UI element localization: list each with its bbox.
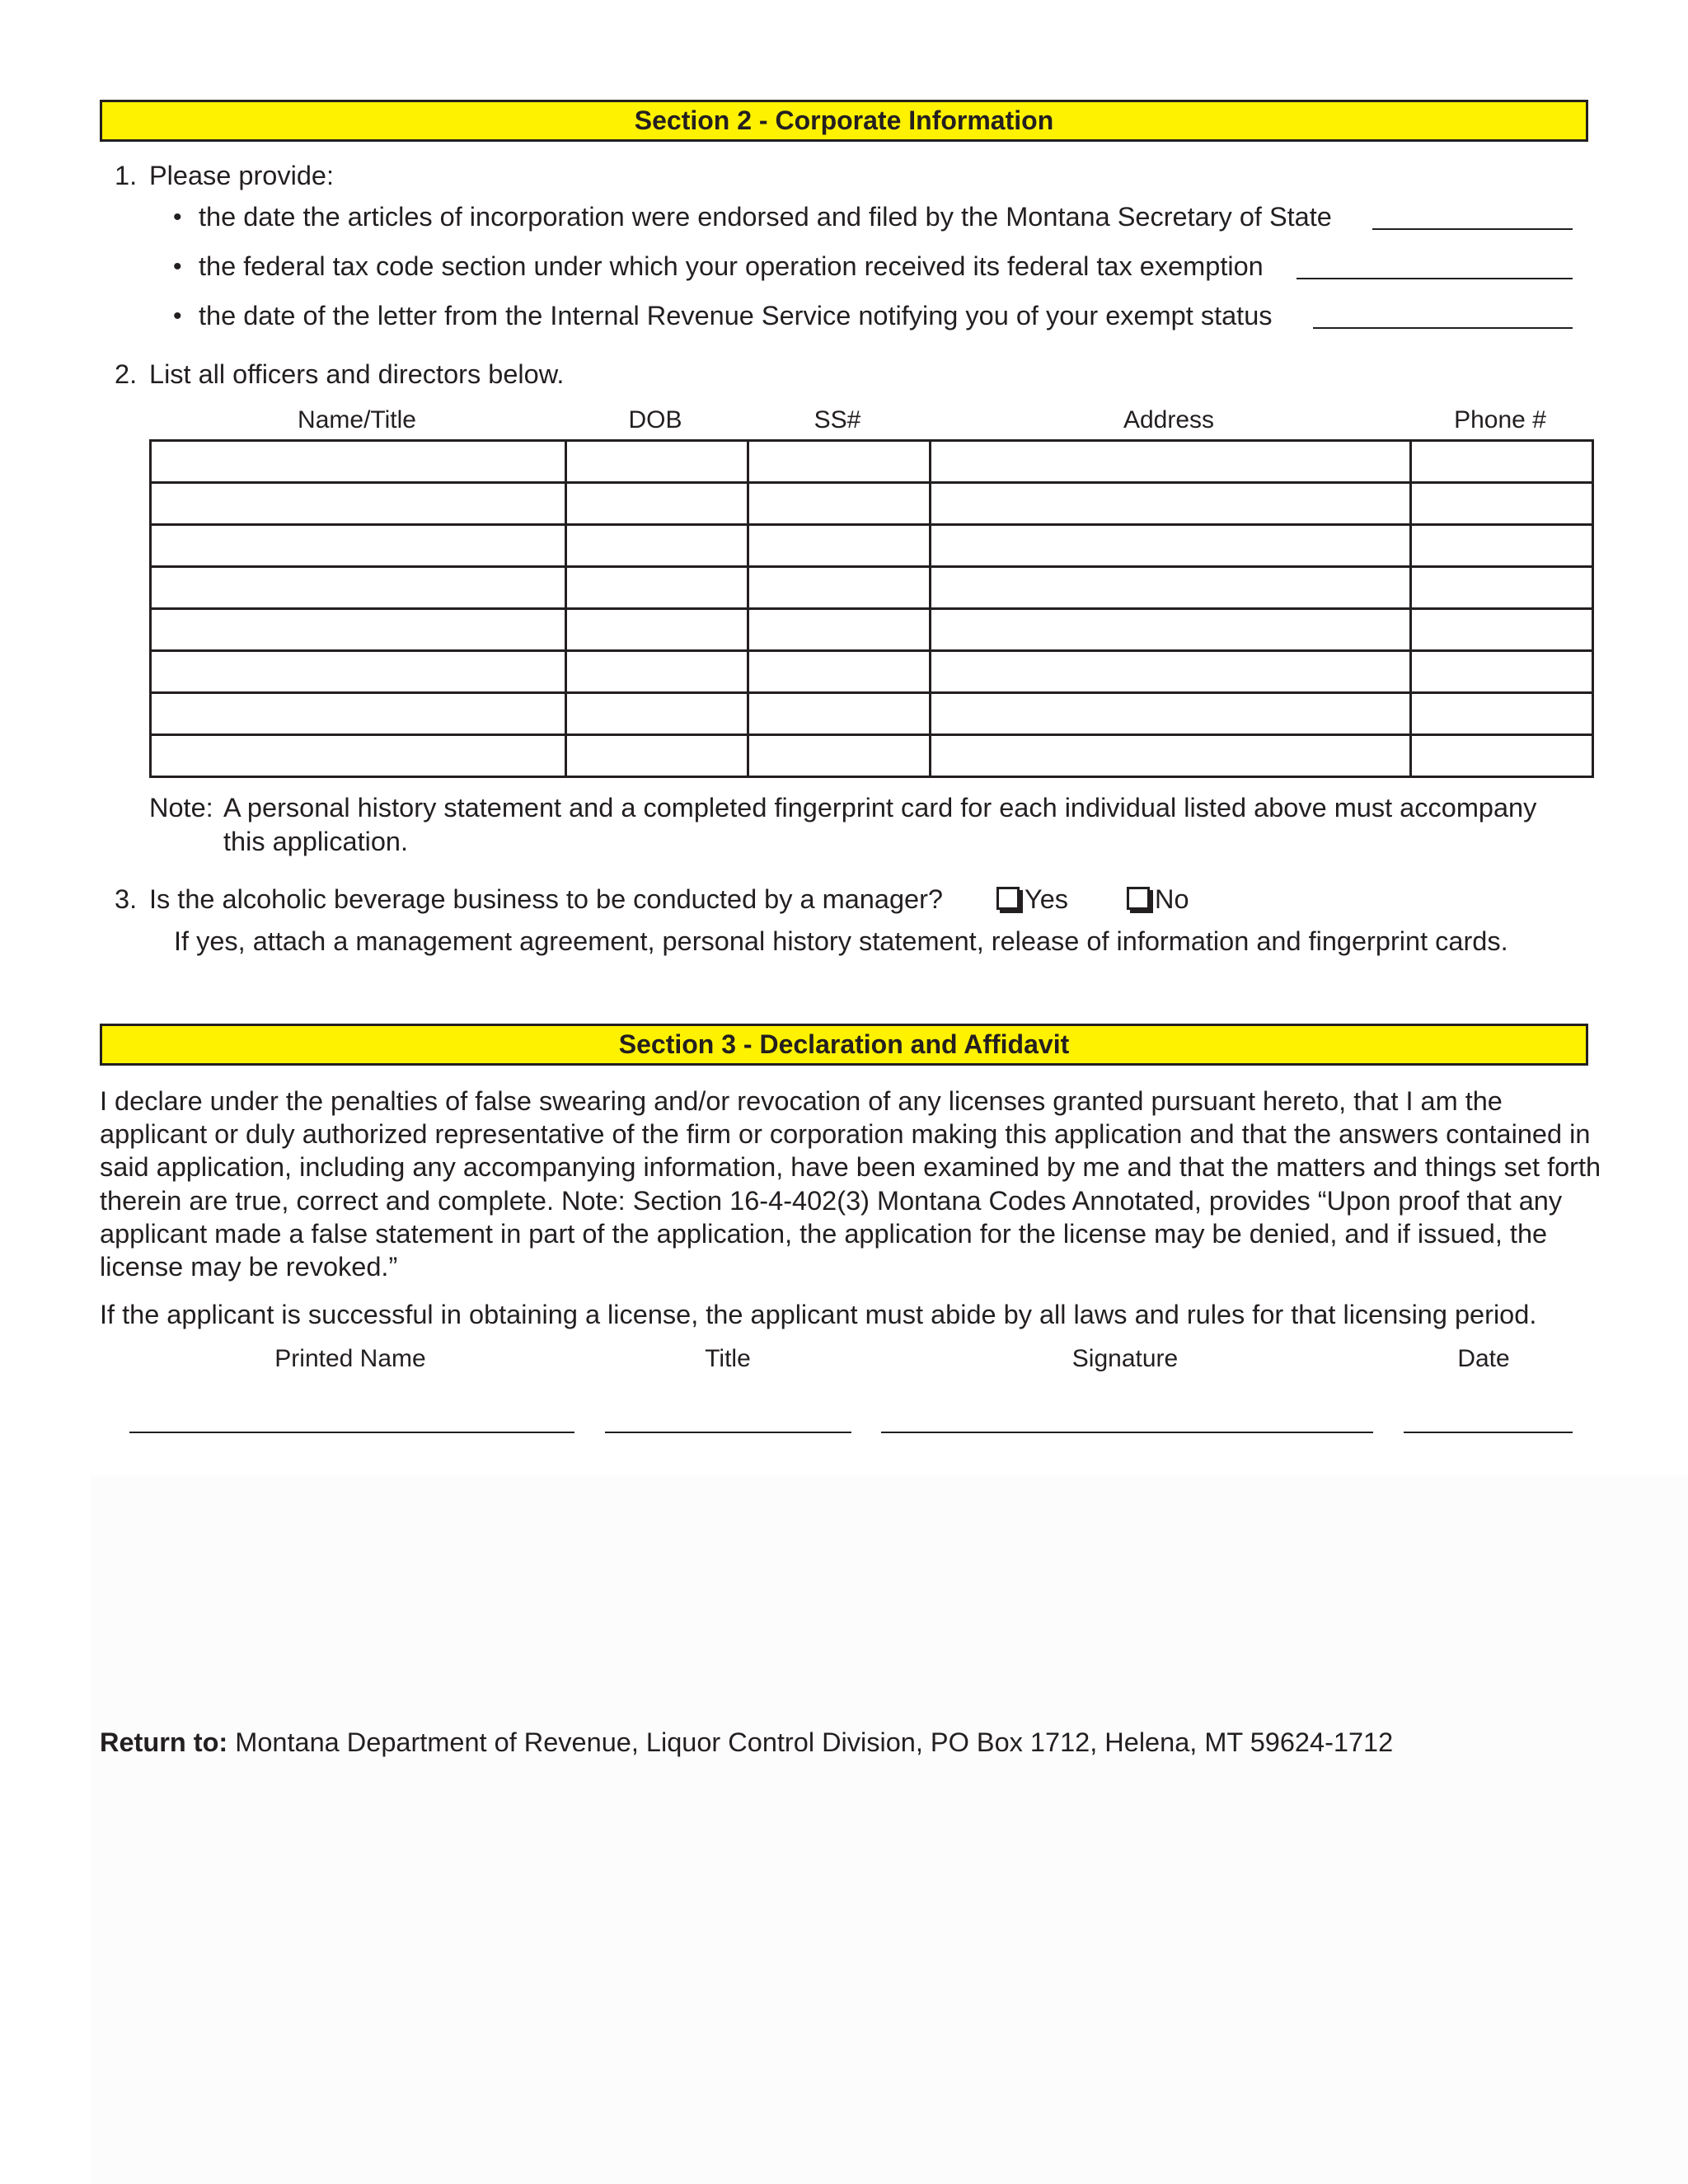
dob-cell[interactable] bbox=[566, 567, 748, 609]
dob-cell[interactable] bbox=[566, 483, 748, 525]
name-title-cell[interactable] bbox=[151, 525, 566, 567]
no-option[interactable] bbox=[1127, 884, 1189, 915]
name-title-cell[interactable] bbox=[151, 651, 566, 693]
note-line-1: A personal history statement and a completed fingerprint card for each individual listed above must accompany bbox=[223, 793, 1537, 823]
address-cell[interactable] bbox=[931, 609, 1411, 651]
title-field[interactable] bbox=[605, 1432, 851, 1433]
name-title-cell[interactable] bbox=[151, 567, 566, 609]
name-title-cell[interactable] bbox=[151, 483, 566, 525]
address-cell[interactable] bbox=[931, 567, 1411, 609]
address-cell[interactable] bbox=[931, 735, 1411, 777]
table-row bbox=[151, 609, 1593, 651]
column-phone: Phone # bbox=[1454, 406, 1546, 434]
signature-field[interactable] bbox=[881, 1432, 1373, 1433]
dob-cell[interactable] bbox=[566, 693, 748, 735]
dob-cell[interactable] bbox=[566, 651, 748, 693]
tax-code-field[interactable] bbox=[1296, 278, 1573, 279]
ss-cell[interactable] bbox=[748, 651, 931, 693]
question-3-followup: If yes, attach a management agreement, personal history statement, release of information and fingerprint cards. bbox=[174, 926, 1508, 956]
bullet-icon: • bbox=[173, 204, 182, 231]
question-3-number: 3. bbox=[115, 884, 138, 914]
return-to-address: Montana Department of Revenue, Liquor Control Division, PO Box 1712, Helena, MT 59624-1712 bbox=[235, 1727, 1394, 1757]
dob-cell[interactable] bbox=[566, 609, 748, 651]
printed-name-field[interactable] bbox=[129, 1432, 574, 1433]
name-title-cell[interactable] bbox=[151, 609, 566, 651]
declaration-paragraph: I declare under the penalties of false swearing and/or revocation of any licenses granted pursuant hereto, that I am the applicant or duly authorized representative of the firm or corporation making this application and that the answers contained in said application, including any accompanying information, have been examined by me and that the matters and things set forth therein are true, correct and complete. Note: Section 16-4-402(3) Montana Codes Annotated, provides “Upon proof that any applicant made a false statement in part of the application, the application for the license may be denied, and if issued, the license may be revoked.” bbox=[100, 1086, 1601, 1282]
note-label: Note: bbox=[149, 793, 213, 823]
column-address: Address bbox=[1123, 406, 1215, 434]
section-2-header: Section 2 - Corporate Information bbox=[100, 100, 1588, 142]
phone-cell[interactable] bbox=[1411, 609, 1593, 651]
column-ss: SS# bbox=[814, 406, 861, 434]
name-title-cell[interactable] bbox=[151, 693, 566, 735]
address-cell[interactable] bbox=[931, 693, 1411, 735]
page-shading bbox=[91, 1475, 1688, 2184]
phone-cell[interactable] bbox=[1411, 567, 1593, 609]
abide-statement: If the applicant is successful in obtaining a license, the applicant must abide by all laws and rules for that licensing period. bbox=[100, 1300, 1537, 1329]
dob-cell[interactable] bbox=[566, 525, 748, 567]
ss-cell[interactable] bbox=[748, 525, 931, 567]
note-line-2: this application. bbox=[223, 827, 409, 856]
name-title-cell[interactable] bbox=[151, 735, 566, 777]
phone-cell[interactable] bbox=[1411, 483, 1593, 525]
table-row bbox=[151, 693, 1593, 735]
yes-option[interactable] bbox=[996, 884, 1068, 915]
phone-cell[interactable] bbox=[1411, 693, 1593, 735]
question-1-text: Please provide: bbox=[149, 161, 335, 190]
phone-cell[interactable] bbox=[1411, 525, 1593, 567]
ss-cell[interactable] bbox=[748, 441, 931, 483]
title-label: Title bbox=[705, 1345, 751, 1372]
table-row bbox=[151, 651, 1593, 693]
section-3-header: Section 3 - Declaration and Affidavit bbox=[100, 1024, 1588, 1066]
dob-cell[interactable] bbox=[566, 441, 748, 483]
column-dob: DOB bbox=[628, 406, 682, 434]
ss-cell[interactable] bbox=[748, 609, 931, 651]
date-field[interactable] bbox=[1404, 1432, 1573, 1433]
phone-cell[interactable] bbox=[1411, 735, 1593, 777]
question-1-number: 1. bbox=[115, 161, 138, 190]
address-cell[interactable] bbox=[931, 441, 1411, 483]
table-row bbox=[151, 567, 1593, 609]
no-checkbox-icon[interactable] bbox=[1127, 887, 1150, 910]
question-2-text: List all officers and directors below. bbox=[149, 359, 565, 389]
ss-cell[interactable] bbox=[748, 567, 931, 609]
ss-cell[interactable] bbox=[748, 735, 931, 777]
irs-letter-date-field[interactable] bbox=[1313, 327, 1573, 329]
table-row bbox=[151, 483, 1593, 525]
signature-label: Signature bbox=[1071, 1345, 1179, 1372]
bullet-articles-date: the date the articles of incorporation were endorsed and filed by the Montana Secretary of State bbox=[199, 202, 1332, 232]
bullet-icon: • bbox=[173, 253, 182, 280]
dob-cell[interactable] bbox=[566, 735, 748, 777]
return-to-label: Return to: bbox=[100, 1727, 228, 1757]
bullet-icon: • bbox=[173, 302, 182, 330]
column-name-title: Name/Title bbox=[298, 406, 416, 434]
table-row bbox=[151, 441, 1593, 483]
bullet-tax-code: the federal tax code section under which your operation received its federal tax exemption bbox=[199, 251, 1264, 281]
phone-cell[interactable] bbox=[1411, 651, 1593, 693]
bullet-irs-letter-date: the date of the letter from the Internal Revenue Service notifying you of your exempt status bbox=[199, 301, 1273, 330]
ss-cell[interactable] bbox=[748, 693, 931, 735]
question-2-number: 2. bbox=[115, 359, 138, 389]
address-cell[interactable] bbox=[931, 651, 1411, 693]
table-row bbox=[151, 735, 1593, 777]
address-cell[interactable] bbox=[931, 483, 1411, 525]
date-label: Date bbox=[1457, 1345, 1510, 1372]
articles-date-field[interactable] bbox=[1372, 228, 1573, 230]
table-row bbox=[151, 525, 1593, 567]
return-to bbox=[100, 1727, 1393, 1758]
phone-cell[interactable] bbox=[1411, 441, 1593, 483]
address-cell[interactable] bbox=[931, 525, 1411, 567]
question-3-text: Is the alcoholic beverage business to be conducted by a manager? bbox=[149, 884, 943, 914]
yes-label: Yes bbox=[1025, 884, 1069, 914]
no-label: No bbox=[1155, 884, 1189, 914]
name-title-cell[interactable] bbox=[151, 441, 566, 483]
officers-table bbox=[149, 439, 1594, 778]
ss-cell[interactable] bbox=[748, 483, 931, 525]
printed-name-label: Printed Name bbox=[274, 1345, 426, 1372]
yes-checkbox-icon[interactable] bbox=[996, 887, 1020, 910]
